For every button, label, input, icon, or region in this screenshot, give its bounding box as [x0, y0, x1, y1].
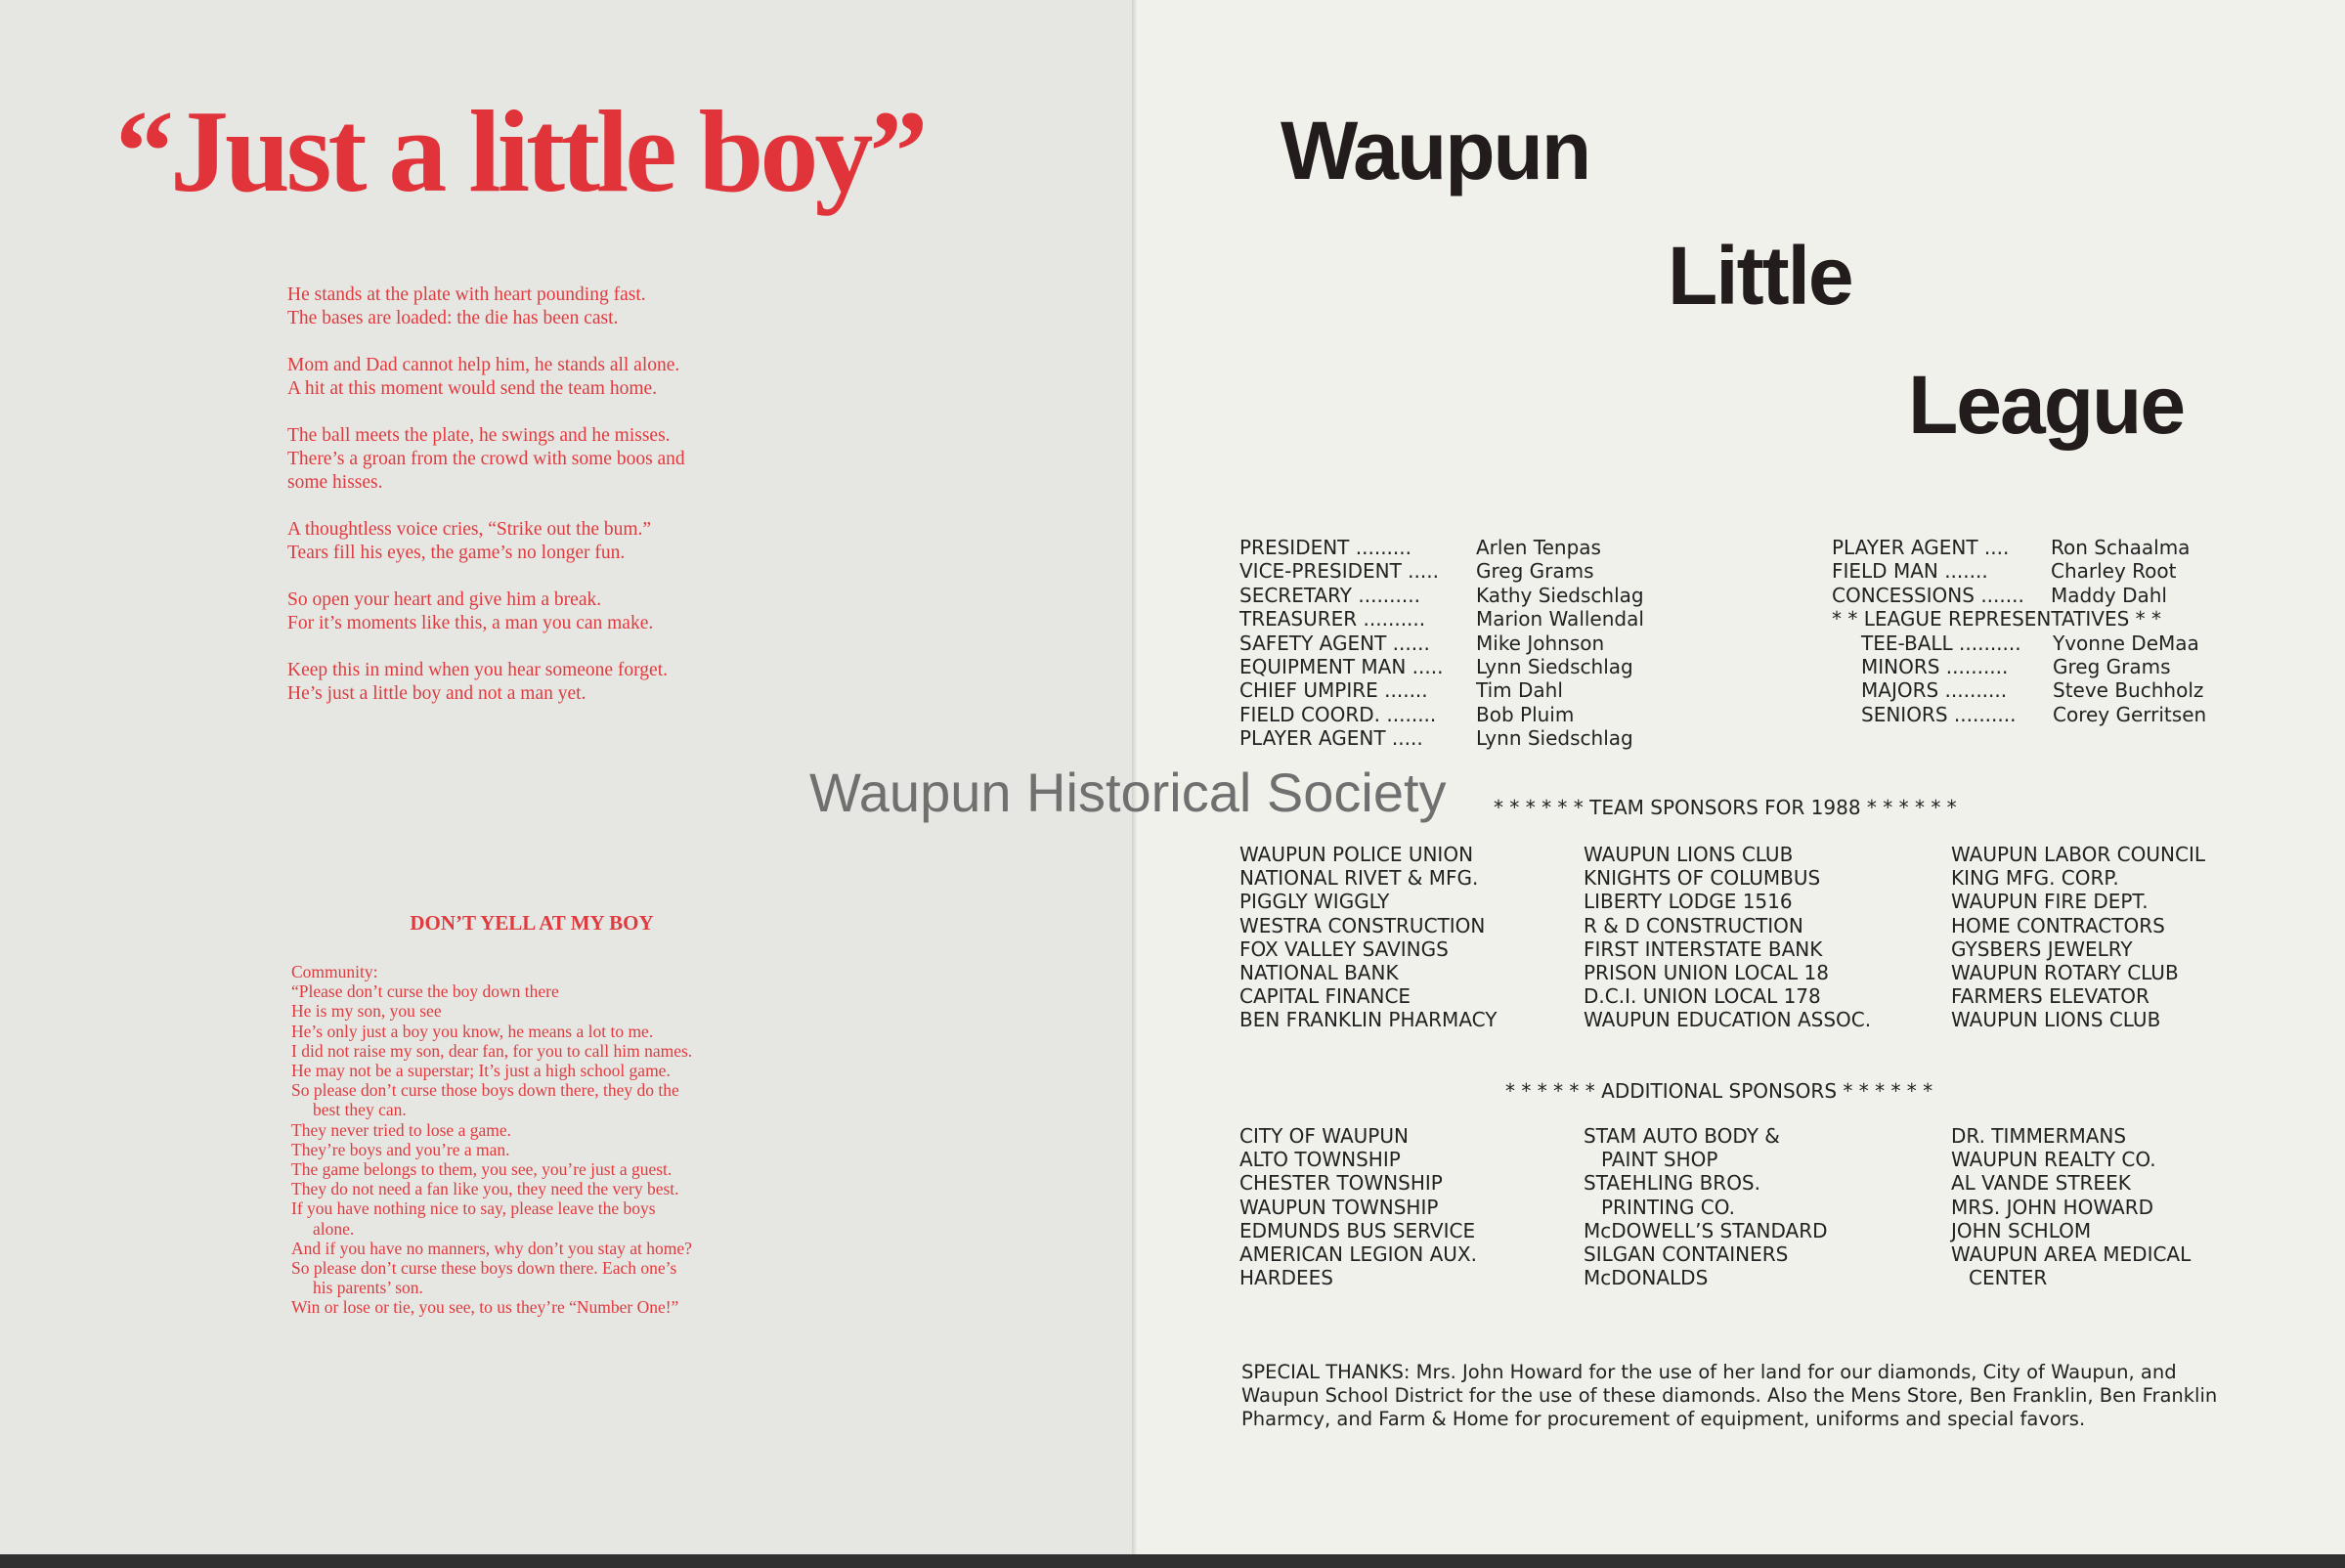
- sponsor-name: PIGGLY WIGGLY: [1239, 890, 1390, 914]
- officer-row: [1832, 584, 2206, 607]
- poem-line: Mom and Dad cannot help him, he stands all alone.: [287, 355, 680, 375]
- poem-line: He is my son, you see: [291, 1001, 442, 1022]
- poem-title: “Just a little boy”: [115, 86, 925, 216]
- officer-name: Yvonne DeMaa: [2053, 631, 2199, 655]
- poem-stanza: [287, 424, 835, 495]
- officer-row: [1832, 678, 2206, 702]
- poem-stanza: [287, 283, 835, 330]
- officer-title: SECRETARY ..........: [1239, 583, 1420, 607]
- sponsor-name: PRINTING CO.: [1601, 1195, 1736, 1219]
- sponsor-name: FARMERS ELEVATOR: [1951, 984, 2150, 1009]
- officer-title: TREASURER ..........: [1239, 607, 1426, 632]
- sponsor-name: WAUPUN ROTARY CLUB: [1951, 961, 2179, 985]
- officer-row: [1832, 536, 2206, 559]
- sponsor-name: JOHN SCHLOM: [1951, 1218, 2092, 1242]
- officer-name: Steve Buchholz: [2053, 678, 2204, 703]
- sponsor-name: CENTER: [1969, 1266, 2048, 1290]
- additional-sponsors-col-1: [1239, 1124, 1477, 1289]
- officer-row: [1239, 632, 1644, 655]
- officer-name: Marion Wallendal: [1476, 607, 1644, 632]
- officer-title: PRESIDENT .........: [1239, 536, 1411, 559]
- officer-title: PLAYER AGENT .....: [1239, 726, 1423, 751]
- sponsor-name: AMERICAN LEGION AUX.: [1239, 1242, 1477, 1267]
- poem-line: They never tried to lose a game.: [291, 1119, 511, 1140]
- poem-line: So please don’t curse those boys down there, they do the: [291, 1080, 679, 1101]
- officer-row: [1832, 559, 2206, 583]
- officer-title: FIELD MAN .......: [1832, 559, 1988, 584]
- watermark-text: Waupun Historical Society: [809, 762, 1447, 823]
- sponsor-name: D.C.I. UNION LOCAL 178: [1584, 984, 1821, 1009]
- officer-name: Greg Grams: [2053, 655, 2171, 679]
- officer-title: EQUIPMENT MAN .....: [1239, 655, 1444, 679]
- sponsor-name: BEN FRANKLIN PHARMACY: [1239, 1008, 1498, 1032]
- officer-row: [1832, 655, 2206, 678]
- sponsor-name: STAEHLING BROS.: [1584, 1171, 1760, 1196]
- poem-line: And if you have no manners, why don’t you stay at home?: [291, 1238, 692, 1258]
- officer-name: Tim Dahl: [1476, 678, 1563, 703]
- poem-line: A thoughtless voice cries, “Strike out the bum.”: [287, 519, 652, 540]
- sponsor-name: FOX VALLEY SAVINGS: [1239, 936, 1449, 961]
- sponsor-name: KNIGHTS OF COLUMBUS: [1584, 866, 1821, 891]
- poem-stanza: [287, 659, 835, 706]
- sponsor-name: WAUPUN TOWNSHIP: [1239, 1195, 1439, 1219]
- officer-name: Ron Schaalma: [2051, 536, 2191, 559]
- officer-row: [1239, 703, 1644, 726]
- sponsor-name: KING MFG. CORP.: [1951, 866, 2119, 891]
- poem-line: Win or lose or tie, you see, to us they’re “Number One!”: [291, 1297, 679, 1318]
- officer-title: SENIORS ..........: [1861, 702, 2017, 726]
- officer-name: Bob Pluim: [1476, 702, 1575, 726]
- officer-name: Kathy Siedschlag: [1476, 583, 1644, 607]
- poem-line: best they can.: [313, 1100, 407, 1120]
- poem-line: The ball meets the plate, he swings and he misses.: [287, 425, 671, 446]
- sponsor-name: HOME CONTRACTORS: [1951, 913, 2165, 937]
- officer-row: [1832, 703, 2206, 726]
- sponsor-name: WAUPUN REALTY CO.: [1951, 1148, 2156, 1172]
- team-sponsors-col-1: [1239, 843, 1497, 1032]
- officer-title: TEE-BALL ..........: [1861, 631, 2021, 655]
- sponsor-name: WAUPUN LIONS CLUB: [1584, 843, 1794, 866]
- second-poem: [291, 962, 800, 1318]
- sponsor-name: WAUPUN POLICE UNION: [1239, 843, 1474, 866]
- sponsor-name: GYSBERS JEWELRY: [1951, 936, 2133, 961]
- poem-line: So open your heart and give him a break.: [287, 589, 602, 610]
- sponsor-name: LIBERTY LODGE 1516: [1584, 890, 1793, 914]
- sponsor-name: WAUPUN LABOR COUNCIL: [1951, 843, 2205, 866]
- poem-line: He stands at the plate with heart pounding fast.: [287, 284, 646, 305]
- sponsor-name: CITY OF WAUPUN: [1239, 1124, 1409, 1148]
- poem-line: For it’s moments like this, a man you can make.: [287, 613, 654, 633]
- officer-row: [1239, 726, 1644, 750]
- officer-name: Maddy Dahl: [2051, 583, 2167, 607]
- poem-line: He may not be a superstar; It’s just a high school game.: [291, 1061, 671, 1081]
- league-reps-list: [1832, 632, 2206, 727]
- officer-title: SAFETY AGENT ......: [1239, 631, 1430, 655]
- sponsor-name: WAUPUN LIONS CLUB: [1951, 1008, 2161, 1032]
- poem-line: alone.: [313, 1218, 355, 1239]
- poem-line: “Please don’t curse the boy down there: [291, 981, 559, 1002]
- sponsor-name: NATIONAL RIVET & MFG.: [1239, 866, 1479, 891]
- sponsor-name: CAPITAL FINANCE: [1239, 984, 1411, 1009]
- sponsor-name: PAINT SHOP: [1601, 1148, 1718, 1172]
- title-word-little: Little: [1668, 230, 1852, 322]
- officer-row: [1239, 584, 1644, 607]
- poem-line: He’s just a little boy and not a man yet.: [287, 683, 586, 704]
- poem-line: They do not need a fan like you, they need the very best.: [291, 1179, 679, 1199]
- poem-line: A hit at this moment would send the team home.: [287, 378, 658, 399]
- sponsor-name: CHESTER TOWNSHIP: [1239, 1171, 1443, 1196]
- officer-row: [1239, 607, 1644, 631]
- officer-name: Lynn Siedschlag: [1476, 655, 1633, 679]
- sponsor-name: MRS. JOHN HOWARD: [1951, 1195, 2154, 1219]
- poem-line: So please don’t curse these boys down there. Each one’s: [291, 1258, 677, 1279]
- sponsor-name: PRISON UNION LOCAL 18: [1584, 961, 1829, 985]
- poem-stanza: [287, 518, 835, 565]
- league-reps-heading: * * LEAGUE REPRESENTATIVES * *: [1832, 607, 2162, 632]
- officer-row: [1239, 655, 1644, 678]
- officer-row: [1239, 559, 1644, 583]
- sponsor-name: ALTO TOWNSHIP: [1239, 1148, 1401, 1172]
- team-sponsors-heading: * * * * * * TEAM SPONSORS FOR 1988 * * * * * *: [1494, 796, 1957, 819]
- sponsor-name: McDOWELL’S STANDARD: [1584, 1218, 1828, 1242]
- officer-row: [1239, 678, 1644, 702]
- sponsor-name: WAUPUN AREA MEDICAL: [1951, 1242, 2192, 1267]
- poem-line: There’s a groan from the crowd with some boos and: [287, 449, 685, 469]
- additional-sponsors-col-2: [1584, 1124, 1828, 1289]
- poem-line: He’s only just a boy you know, he means a lot to me.: [291, 1021, 654, 1041]
- sponsor-name: EDMUNDS BUS SERVICE: [1239, 1218, 1476, 1242]
- poem-line: Tears fill his eyes, the game’s no longer fun.: [287, 543, 626, 563]
- officer-row: [1832, 632, 2206, 655]
- sponsor-name: R & D CONSTRUCTION: [1584, 913, 1803, 937]
- officer-name: Corey Gerritsen: [2053, 702, 2207, 726]
- officer-title: FIELD COORD. ........: [1239, 702, 1437, 726]
- team-sponsors-col-2: [1584, 843, 1871, 1032]
- officer-name: Lynn Siedschlag: [1476, 726, 1633, 751]
- poem-line: The bases are loaded: the die has been cast.: [287, 308, 619, 328]
- officer-title: VICE-PRESIDENT .....: [1239, 559, 1439, 584]
- officer-name: Greg Grams: [1476, 559, 1594, 584]
- sponsor-name: McDONALDS: [1584, 1266, 1709, 1290]
- poem-line: some hisses.: [287, 472, 383, 493]
- officer-title: MAJORS ..........: [1861, 678, 2008, 703]
- sponsor-name: HARDEES: [1239, 1266, 1333, 1290]
- officer-title: PLAYER AGENT ....: [1832, 536, 2010, 559]
- sponsor-name: STAM AUTO BODY &: [1584, 1124, 1780, 1148]
- sponsor-name: FIRST INTERSTATE BANK: [1584, 936, 1823, 961]
- poem-line: Keep this in mind when you hear someone forget.: [287, 660, 669, 680]
- sponsor-name: NATIONAL BANK: [1239, 961, 1399, 985]
- officers-list-right: [1832, 536, 2206, 726]
- sponsor-name: AL VANDE STREEK: [1951, 1171, 2131, 1196]
- officer-title: MINORS ..........: [1861, 655, 2009, 679]
- officer-title: CHIEF UMPIRE .......: [1239, 678, 1428, 703]
- sponsor-name: DR. TIMMERMANS: [1951, 1124, 2127, 1148]
- second-poem-title: DON’T YELL AT MY BOY: [410, 911, 654, 935]
- sponsor-name: WESTRA CONSTRUCTION: [1239, 913, 1486, 937]
- officer-row: [1239, 536, 1644, 559]
- special-thanks: SPECIAL THANKS: Mrs. John Howard for the use of her land for our diamonds, City of Waupun, and Waupun School District for the use of these diamonds. Also the Mens Store, Ben Franklin, Ben Franklin Pharmcy, and Farm & Home for procurement of equipment, uniforms and special favors.: [1241, 1361, 2218, 1430]
- poem-line: The game belongs to them, you see, you’re just a guest.: [291, 1159, 673, 1180]
- poem-line: They’re boys and you’re a man.: [291, 1139, 510, 1159]
- sponsor-name: WAUPUN FIRE DEPT.: [1951, 890, 2149, 914]
- poem-stanza: [287, 354, 835, 401]
- sponsor-name: SILGAN CONTAINERS: [1584, 1242, 1789, 1267]
- officer-title: CONCESSIONS .......: [1832, 583, 2024, 607]
- sponsor-name: WAUPUN EDUCATION ASSOC.: [1584, 1008, 1872, 1032]
- officer-name: Charley Root: [2051, 559, 2177, 584]
- additional-sponsors-col-3: [1951, 1124, 2191, 1289]
- officers-list: [1239, 536, 1644, 751]
- bottom-edge: [0, 1554, 2345, 1568]
- poem-stanza: [287, 588, 835, 635]
- poem-line: I did not raise my son, dear fan, for you to call him names.: [291, 1040, 693, 1061]
- title-word-league: League: [1908, 359, 2185, 451]
- poem-line: his parents’ son.: [313, 1278, 423, 1298]
- additional-sponsors-heading: * * * * * * ADDITIONAL SPONSORS * * * * * *: [1505, 1079, 1933, 1103]
- team-sponsors-col-3: [1951, 843, 2205, 1032]
- poem-line: If you have nothing nice to say, please leave the boys: [291, 1198, 656, 1219]
- title-word-waupun: Waupun: [1281, 105, 1590, 196]
- poem-line: Community:: [291, 962, 378, 981]
- officer-name: Mike Johnson: [1476, 631, 1605, 655]
- officer-name: Arlen Tenpas: [1476, 536, 1601, 559]
